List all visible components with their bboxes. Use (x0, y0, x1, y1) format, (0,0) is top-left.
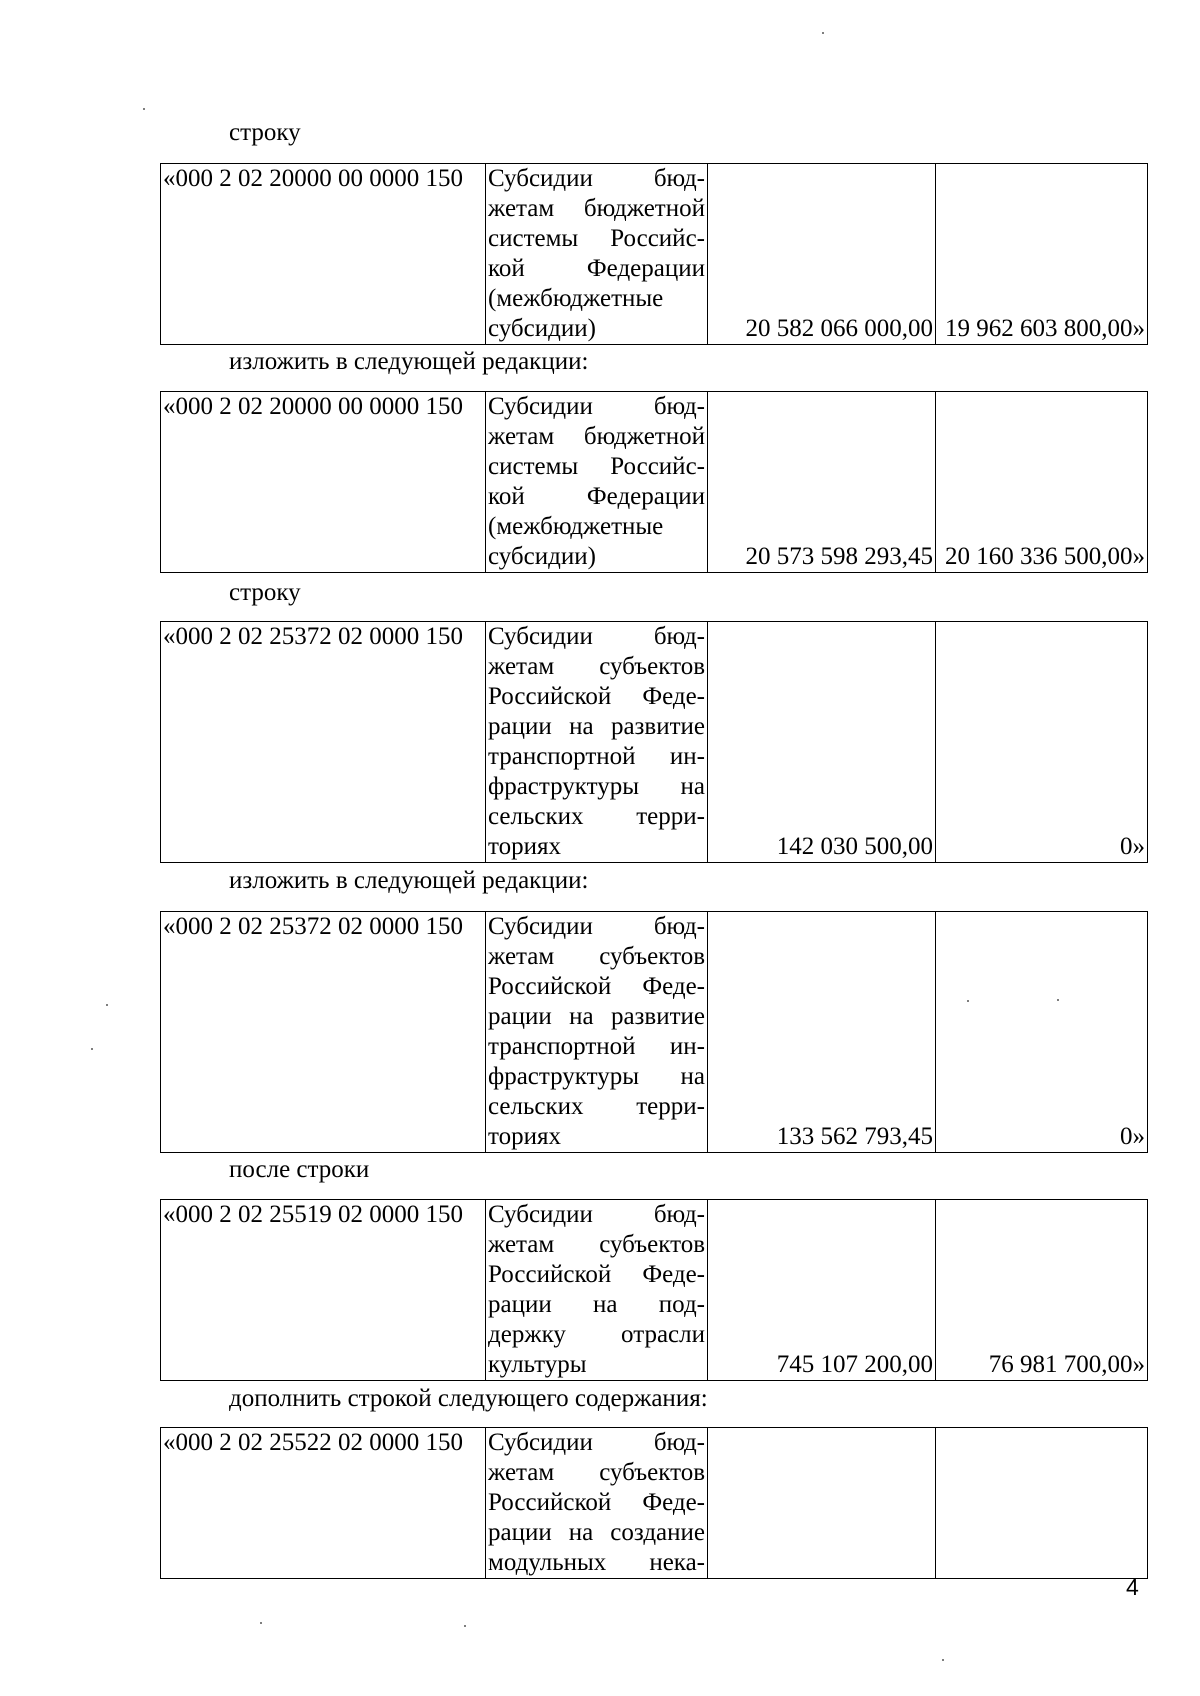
amount-year-1: 142 030 500,00 (708, 622, 936, 863)
amendment-intro: строку (229, 119, 301, 146)
budget-item-name: Субсидии бюд- жетам субъектов Российской Феде- рации на развитие транспортной ин- фраструктуры на сельских терри- ториях (486, 622, 708, 863)
budget-item-name: Субсидии бюд- жетам бюджетной системы Российс- кой Федерации (межбюджетные субсидии) (486, 164, 708, 345)
budget-item-name: Субсидии бюд- жетам субъектов Российской Феде- рации на под- держку отрасли культуры (486, 1200, 708, 1381)
budget-code: «000 2 02 25522 02 0000 150 (161, 1428, 486, 1579)
amount-year-2: 76 981 700,00» (936, 1200, 1148, 1381)
budget-item-name: Субсидии бюд- жетам субъектов Российской Феде- рации на создание модульных нека- (486, 1428, 708, 1579)
scan-speck (822, 32, 824, 34)
table-row (161, 1428, 1148, 1579)
budget-table (160, 1199, 1148, 1381)
amendment-intro: изложить в следующей редакции: (229, 348, 589, 375)
budget-code: «000 2 02 20000 00 0000 150 (161, 392, 486, 573)
scan-speck (1057, 999, 1059, 1001)
budget-item-name: Субсидии бюд- жетам субъектов Российской Феде- рации на развитие транспортной ин- фраструктуры на сельских терри- ториях (486, 912, 708, 1153)
scan-speck (143, 108, 145, 110)
budget-code: «000 2 02 25519 02 0000 150 (161, 1200, 486, 1381)
budget-table (160, 1427, 1148, 1579)
budget-item-name: Субсидии бюд- жетам бюджетной системы Российс- кой Федерации (межбюджетные субсидии) (486, 392, 708, 573)
scan-speck (91, 1048, 93, 1050)
scan-speck (260, 1622, 262, 1624)
budget-table (160, 621, 1148, 863)
amendment-intro: дополнить строкой следующего содержания: (229, 1385, 708, 1412)
scan-speck (942, 1659, 944, 1661)
page-number: 4 (1126, 1574, 1139, 1600)
amount-year-1: 133 562 793,45 (708, 912, 936, 1153)
scan-speck (967, 1000, 969, 1002)
budget-code: «000 2 02 25372 02 0000 150 (161, 912, 486, 1153)
scan-speck (106, 1004, 108, 1006)
budget-table (160, 911, 1148, 1153)
amount-year-2: 0» (936, 622, 1148, 863)
amount-year-2: 19 962 603 800,00» (936, 164, 1148, 345)
scan-speck (464, 1625, 466, 1627)
table-row (161, 622, 1148, 863)
table-row (161, 912, 1148, 1153)
amount-year-1: 20 582 066 000,00 (708, 164, 936, 345)
amount-year-1 (708, 1428, 936, 1579)
amount-year-2 (936, 1428, 1148, 1579)
budget-table (160, 391, 1148, 573)
amendment-intro: после строки (229, 1156, 370, 1183)
table-row (161, 1200, 1148, 1381)
amount-year-1: 20 573 598 293,45 (708, 392, 936, 573)
amendment-intro: строку (229, 579, 301, 606)
table-row (161, 392, 1148, 573)
amount-year-2: 0» (936, 912, 1148, 1153)
budget-code: «000 2 02 25372 02 0000 150 (161, 622, 486, 863)
amendment-intro: изложить в следующей редакции: (229, 867, 589, 894)
amount-year-1: 745 107 200,00 (708, 1200, 936, 1381)
budget-code: «000 2 02 20000 00 0000 150 (161, 164, 486, 345)
table-row (161, 164, 1148, 345)
budget-table (160, 163, 1148, 345)
amount-year-2: 20 160 336 500,00» (936, 392, 1148, 573)
